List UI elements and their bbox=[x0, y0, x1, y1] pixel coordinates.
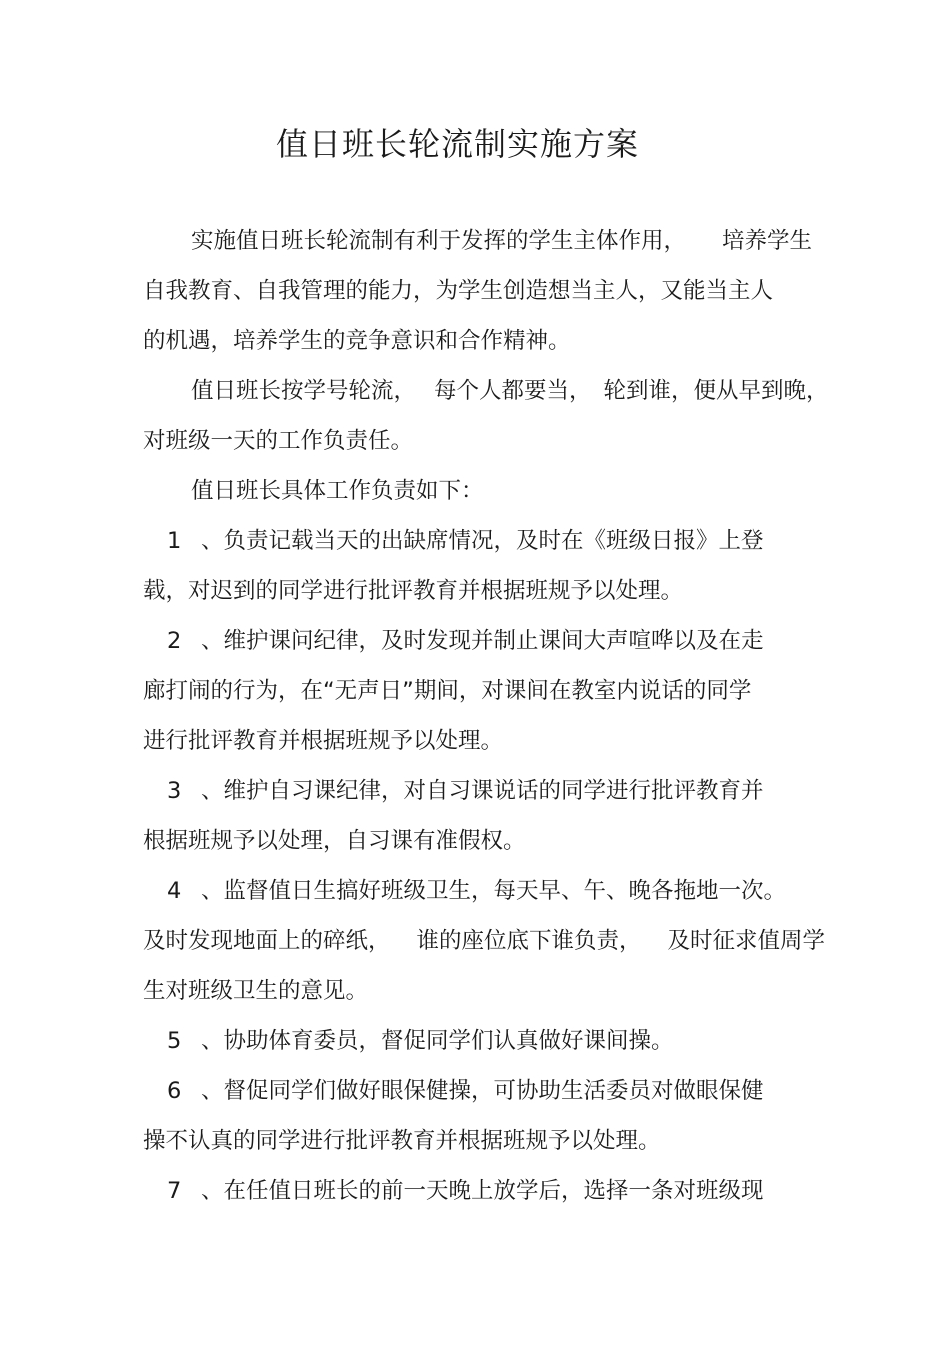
page-title: 值日班长轮流制实施方案 bbox=[275, 125, 639, 163]
list-item-5-line-1 bbox=[143, 1025, 674, 1057]
text-segment: 生对班级卫生的意见。 bbox=[143, 978, 369, 1004]
text-segment: 根据班规予以处理，自习课有准假权。 bbox=[143, 828, 526, 854]
item-number: 2 bbox=[167, 628, 182, 654]
item-number: 4 bbox=[167, 878, 182, 904]
text-segment: 、协助体育委员，督促同学们认真做好课间操。 bbox=[201, 1028, 674, 1054]
list-item-4-line-3 bbox=[143, 975, 368, 1007]
list-item-3-line-1 bbox=[143, 775, 764, 807]
intro-line-2 bbox=[143, 275, 773, 307]
item-number: 3 bbox=[167, 778, 182, 804]
duties-intro-line bbox=[143, 475, 484, 507]
text-segment: 对班级一天的工作负责任。 bbox=[143, 428, 414, 454]
text-segment: 、监督值日生搞好班级卫生，每天早、午、晚各拖地一次。 bbox=[201, 878, 787, 904]
text-segment: 、督促同学们做好眼保健操，可协助生活委员对做眼保健 bbox=[201, 1078, 764, 1104]
rotation-line-1 bbox=[143, 375, 829, 407]
text-segment: 及时征求值周学 bbox=[667, 928, 826, 954]
text-segment: 谁的座位底下谁负责， bbox=[416, 928, 642, 954]
intro-line-3 bbox=[143, 325, 571, 357]
list-item-6-line-2 bbox=[143, 1125, 661, 1157]
list-item-2-line-3 bbox=[143, 725, 503, 757]
text-segment: 进行批评教育并根据班规予以处理。 bbox=[143, 728, 504, 754]
text-segment: 轮到谁，便从早到晚， bbox=[603, 378, 829, 404]
text-segment: 廊打闹的行为，在“无声日”期间，对课间在教室内说话的同学 bbox=[143, 678, 752, 704]
item-number: 1 bbox=[167, 528, 182, 554]
list-item-1-line-2 bbox=[143, 575, 683, 607]
list-item-1-line-1 bbox=[143, 525, 764, 557]
list-item-6-line-1 bbox=[143, 1075, 764, 1107]
text-segment: 值日班长具体工作负责如下： bbox=[191, 478, 484, 504]
text-segment: 载，对迟到的同学进行批评教育并根据班规予以处理。 bbox=[143, 578, 684, 604]
text-segment: 、维护自习课纪律，对自习课说话的同学进行批评教育并 bbox=[201, 778, 764, 804]
list-item-3-line-2 bbox=[143, 825, 526, 857]
list-item-4-line-1 bbox=[143, 875, 786, 907]
text-segment: 实施值日班长轮流制有利于发挥的学生主体作用， bbox=[191, 228, 687, 254]
item-number: 6 bbox=[167, 1078, 182, 1104]
text-segment: 操不认真的同学进行批评教育并根据班规予以处理。 bbox=[143, 1128, 661, 1154]
list-item-2-line-1 bbox=[143, 625, 764, 657]
list-item-4-line-2 bbox=[143, 925, 825, 957]
list-item-2-line-2 bbox=[143, 675, 751, 707]
rotation-line-2 bbox=[143, 425, 413, 457]
item-number: 5 bbox=[167, 1028, 182, 1054]
text-segment: 、在任值日班长的前一天晚上放学后，选择一条对班级现 bbox=[201, 1178, 764, 1204]
text-segment: 自我教育、自我管理的能力，为学生创造想当主人，又能当主人 bbox=[143, 278, 774, 304]
text-segment: 、负责记载当天的出缺席情况，及时在《班级日报》上登 bbox=[201, 528, 764, 554]
text-segment: 培养学生 bbox=[722, 228, 813, 254]
list-item-7-line-1 bbox=[143, 1175, 764, 1207]
intro-line-1 bbox=[143, 225, 812, 257]
text-segment: 的机遇，培养学生的竞争意识和合作精神。 bbox=[143, 328, 571, 354]
text-segment: 及时发现地面上的碎纸， bbox=[143, 928, 391, 954]
text-segment: 、维护课问纪律，及时发现并制止课间大声喧哗以及在走 bbox=[201, 628, 764, 654]
item-number: 7 bbox=[167, 1178, 182, 1204]
text-segment: 值日班长按学号轮流， bbox=[191, 378, 417, 404]
text-segment: 每个人都要当， bbox=[434, 378, 592, 404]
